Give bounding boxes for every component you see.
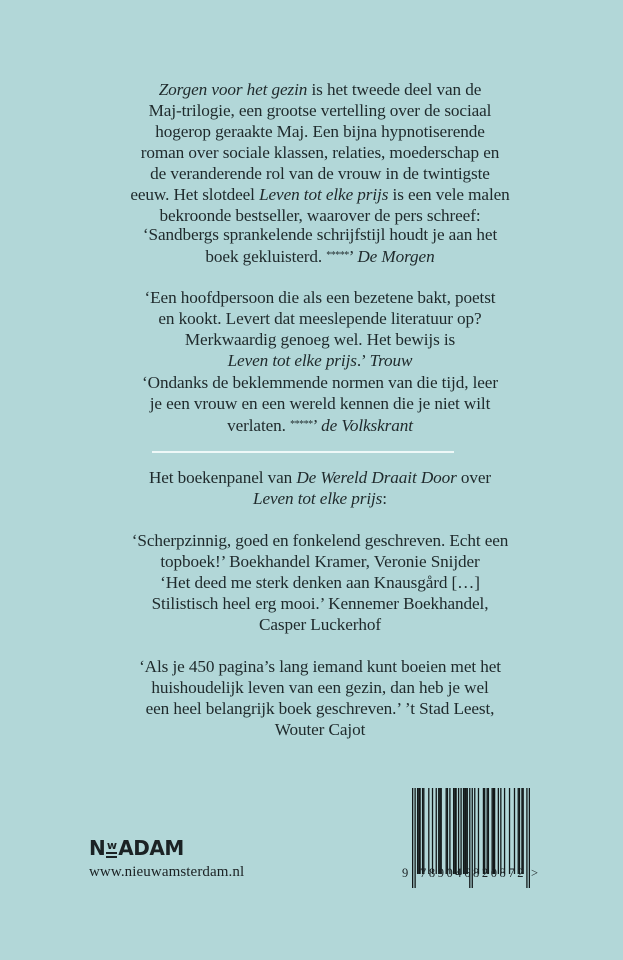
italic-text: Zorgen voor het gezin [158, 80, 308, 99]
text-run: Casper Luckerhof [258, 615, 381, 634]
logo-bars-icon [106, 852, 117, 858]
panel-quote-stad-leest [120, 656, 520, 740]
text-run: ‘Scherpzinnig, goed en fonkelend geschreven. Echt een [131, 531, 509, 550]
text-run: ‘Het deed me sterk denken aan Knausgård […] [160, 573, 480, 592]
text-line [120, 79, 520, 100]
text-run: Merkwaardig genoeg wel. Het bewijs is [184, 330, 456, 349]
italic-text: Leven tot elke prijs [259, 185, 389, 204]
barcode-right-group: 820872 [473, 866, 527, 880]
text-line [120, 414, 520, 436]
text-line [120, 698, 520, 719]
italic-text: Leven tot elke prijs [227, 351, 357, 370]
panel-intro [120, 467, 520, 509]
text-line [120, 467, 520, 488]
text-line [120, 593, 520, 614]
press-quote-volkskrant [120, 372, 520, 436]
rating-stars: ***** [326, 250, 349, 261]
italic-text: de Volkskrant [321, 416, 413, 435]
text-run: ‘Een hoofdpersoon die als een bezetene bakt, poetst [144, 288, 496, 307]
text-line [120, 572, 520, 593]
logo-w-mark: w [106, 841, 117, 858]
text-run: roman over sociale klassen, relaties, moederschap en [140, 143, 500, 162]
text-line [120, 656, 520, 677]
publisher-website: www.nieuwamsterdam.nl [89, 864, 245, 880]
text-run: Stilistisch heel erg mooi.’ Kennemer Boekhandel, [151, 594, 489, 613]
text-line [120, 530, 520, 551]
text-run: ‘Als je 450 pagina’s lang iemand kunt boeien met het [139, 657, 501, 676]
text-run: ’ [312, 416, 322, 435]
text-run: boek gekluisterd. [205, 247, 327, 266]
text-run: verlaten. [227, 416, 291, 435]
text-run: en kookt. Levert dat meeslepende literatuur op? [158, 309, 482, 328]
text-run: Maj-trilogie, een grootse vertelling over de sociaal [148, 101, 492, 120]
text-line [120, 205, 520, 226]
text-run: topboek!’ Boekhandel Kramer, Veronie Snijder [160, 552, 480, 571]
text-line [120, 719, 520, 740]
rating-stars: ***** [290, 419, 313, 430]
text-run: eeuw. Het slotdeel [130, 185, 260, 204]
text-line [120, 142, 520, 163]
text-line [120, 308, 520, 329]
text-line [120, 614, 520, 635]
text-line [120, 245, 520, 267]
press-quote-trouw [120, 287, 520, 371]
text-line [120, 184, 520, 205]
text-run: is het tweede deel van de [307, 80, 482, 99]
text-line [120, 488, 520, 509]
text-run: .’ [356, 351, 370, 370]
logo-suffix: DAM [133, 836, 184, 860]
logo-letter-n: N [89, 836, 106, 860]
text-run: ‘Ondanks de beklemmende normen van die tijd, leer [142, 373, 498, 392]
text-line [120, 329, 520, 350]
italic-text: Trouw [369, 351, 413, 370]
text-line [120, 224, 520, 245]
panel-quote-kramer [120, 530, 520, 572]
text-run: Het boekenpanel van [148, 468, 297, 487]
panel-quote-kennemer [120, 572, 520, 635]
text-line [120, 121, 520, 142]
text-line [120, 677, 520, 698]
text-run: : [382, 489, 387, 508]
italic-text: De Wereld Draait Door [296, 468, 457, 487]
text-run: je een vrouw en een wereld kennen die je niet wilt [149, 394, 491, 413]
text-run: ’ [348, 247, 358, 266]
press-quote-de-morgen [120, 224, 520, 267]
text-line [120, 551, 520, 572]
text-line [120, 100, 520, 121]
italic-text: De Morgen [357, 247, 435, 266]
section-divider [152, 451, 454, 453]
text-line [120, 287, 520, 308]
publisher-logo [89, 838, 184, 858]
blurb-intro [120, 79, 520, 226]
text-line [120, 393, 520, 414]
text-run: de veranderende rol van de vrouw in de twintigste [150, 164, 490, 183]
text-line [120, 163, 520, 184]
text-run: hogerop geraakte Maj. Een bijna hypnotiserende [155, 122, 485, 141]
text-line [120, 372, 520, 393]
text-run: Wouter Cajot [274, 720, 366, 739]
text-run: een heel belangrijk boek geschreven.’ ’t Stad Leest, [145, 699, 495, 718]
barcode-quiet-zone-marker: > [531, 866, 541, 880]
logo-letter-a: A [118, 836, 134, 860]
italic-text: Leven tot elke prijs [253, 489, 383, 508]
text-run: over [456, 468, 492, 487]
barcode-first-digit: 9 [402, 866, 411, 880]
text-run: is een vele malen [388, 185, 510, 204]
text-run: ‘Sandbergs sprankelende schrijfstijl houdt je aan het [142, 225, 498, 244]
text-line [120, 350, 520, 371]
text-run: huishoudelijk leven van een gezin, dan heb je wel [151, 678, 489, 697]
barcode-left-group: 789046 [420, 866, 474, 880]
text-run: bekroonde bestseller, waarover de pers schreef: [159, 206, 481, 225]
